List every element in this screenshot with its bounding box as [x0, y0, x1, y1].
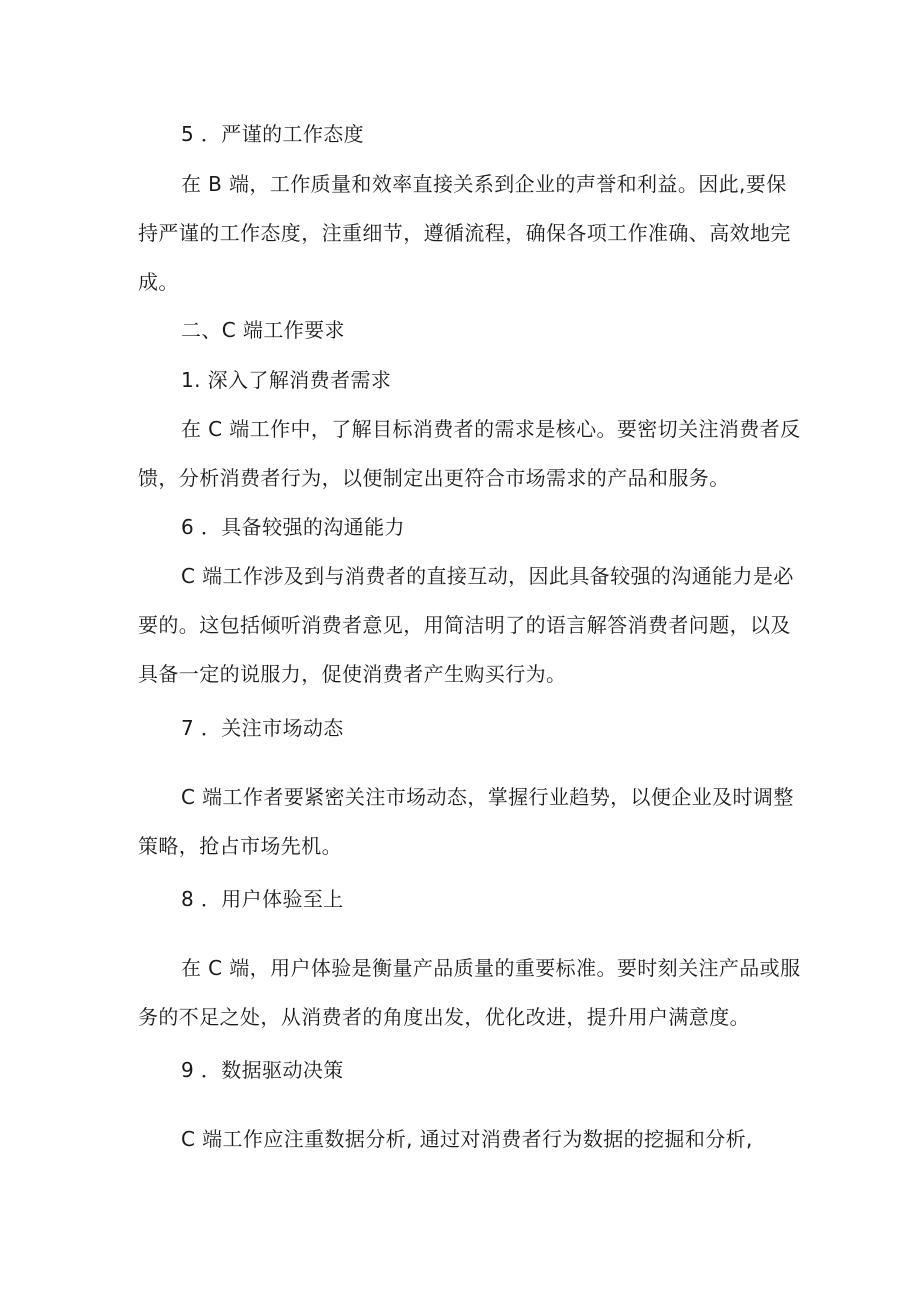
section-heading-7: 7 ．关注市场动态 — [181, 716, 344, 740]
paragraph-line: 务的不足之处，从消费者的角度出发，优化改进，提升用户满意度。 — [138, 1005, 750, 1029]
paragraph-line: C 端工作涉及到与消费者的直接互动，因此具备较强的沟通能力是必 — [181, 564, 794, 588]
section-heading-9: 9 ．数据驱动决策 — [181, 1058, 344, 1082]
paragraph-line: 在 B 端，工作质量和效率直接关系到企业的声誉和利益。因此,要保 — [181, 172, 787, 196]
paragraph-line: 策略，抢占市场先机。 — [138, 834, 342, 858]
section-heading-6: 6 ．具备较强的沟通能力 — [181, 515, 405, 539]
paragraph-line: 要的。这包括倾听消费者意见，用简洁明了的语言解答消费者问题，以及 — [138, 613, 791, 637]
paragraph-line: C 端工作者要紧密关注市场动态，掌握行业趋势，以便企业及时调整 — [181, 785, 794, 809]
paragraph-line: 成。 — [138, 270, 179, 294]
section-heading-5: 5 ．严谨的工作态度 — [181, 122, 365, 146]
chapter-heading-c-side: 二、C 端工作要求 — [181, 318, 345, 342]
paragraph-line: 在 C 端，用户体验是衡量产品质量的重要标准。要时刻关注产品或服 — [181, 956, 801, 980]
paragraph-line: C 端工作应注重数据分析, 通过对消费者行为数据的挖掘和分析, — [181, 1127, 753, 1151]
section-heading-1: 1. 深入了解消费者需求 — [181, 368, 392, 392]
paragraph-line: 持严谨的工作态度，注重细节，遵循流程，确保各项工作准确、高效地完 — [138, 221, 791, 245]
paragraph-line: 在 C 端工作中，了解目标消费者的需求是核心。要密切关注消费者反 — [181, 417, 801, 441]
section-heading-8: 8 ．用户体验至上 — [181, 887, 344, 911]
paragraph-line: 具备一定的说服力，促使消费者产生购买行为。 — [138, 662, 567, 686]
paragraph-line: 馈，分析消费者行为，以便制定出更符合市场需求的产品和服务。 — [138, 466, 730, 490]
